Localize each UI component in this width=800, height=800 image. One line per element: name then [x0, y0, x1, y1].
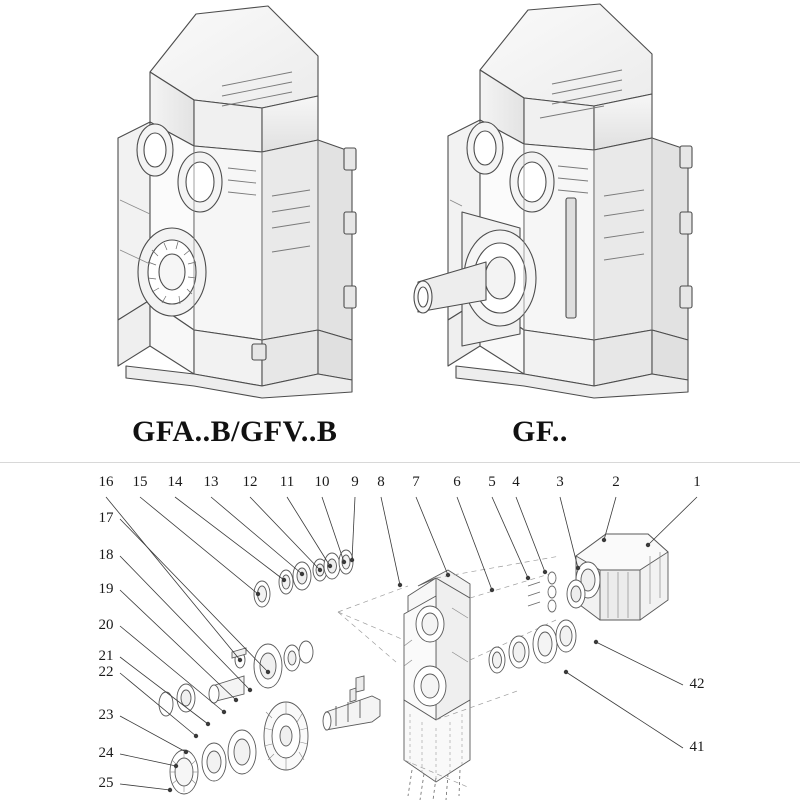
callout-25: 25 — [98, 775, 114, 791]
callout-2: 2 — [612, 474, 620, 490]
callout-20: 20 — [98, 617, 114, 633]
callout-1: 1 — [693, 474, 701, 490]
callout-4: 4 — [512, 474, 520, 490]
callout-3: 3 — [556, 474, 564, 490]
figure-caption-left: GFA..B/GFV..B — [132, 415, 338, 448]
callout-16: 16 — [98, 474, 114, 490]
callout-18: 18 — [98, 547, 114, 563]
callout-42: 42 — [689, 676, 705, 692]
callout-14: 14 — [167, 474, 183, 490]
callout-6: 6 — [453, 474, 461, 490]
figure-caption-right: GF.. — [512, 415, 568, 448]
callout-22: 22 — [98, 664, 114, 680]
callout-8: 8 — [377, 474, 385, 490]
callout-23: 23 — [98, 707, 114, 723]
callout-24: 24 — [98, 745, 114, 761]
callout-10: 10 — [314, 474, 330, 490]
callout-9: 9 — [351, 474, 359, 490]
callout-15: 15 — [132, 474, 148, 490]
callout-41: 41 — [689, 739, 705, 755]
callout-17: 17 — [98, 510, 114, 526]
callout-21: 21 — [98, 648, 114, 664]
callout-7: 7 — [412, 474, 420, 490]
callout-11: 11 — [279, 474, 295, 490]
callout-19: 19 — [98, 581, 114, 597]
callout-13: 13 — [203, 474, 219, 490]
callout-12: 12 — [242, 474, 258, 490]
callout-5: 5 — [488, 474, 496, 490]
